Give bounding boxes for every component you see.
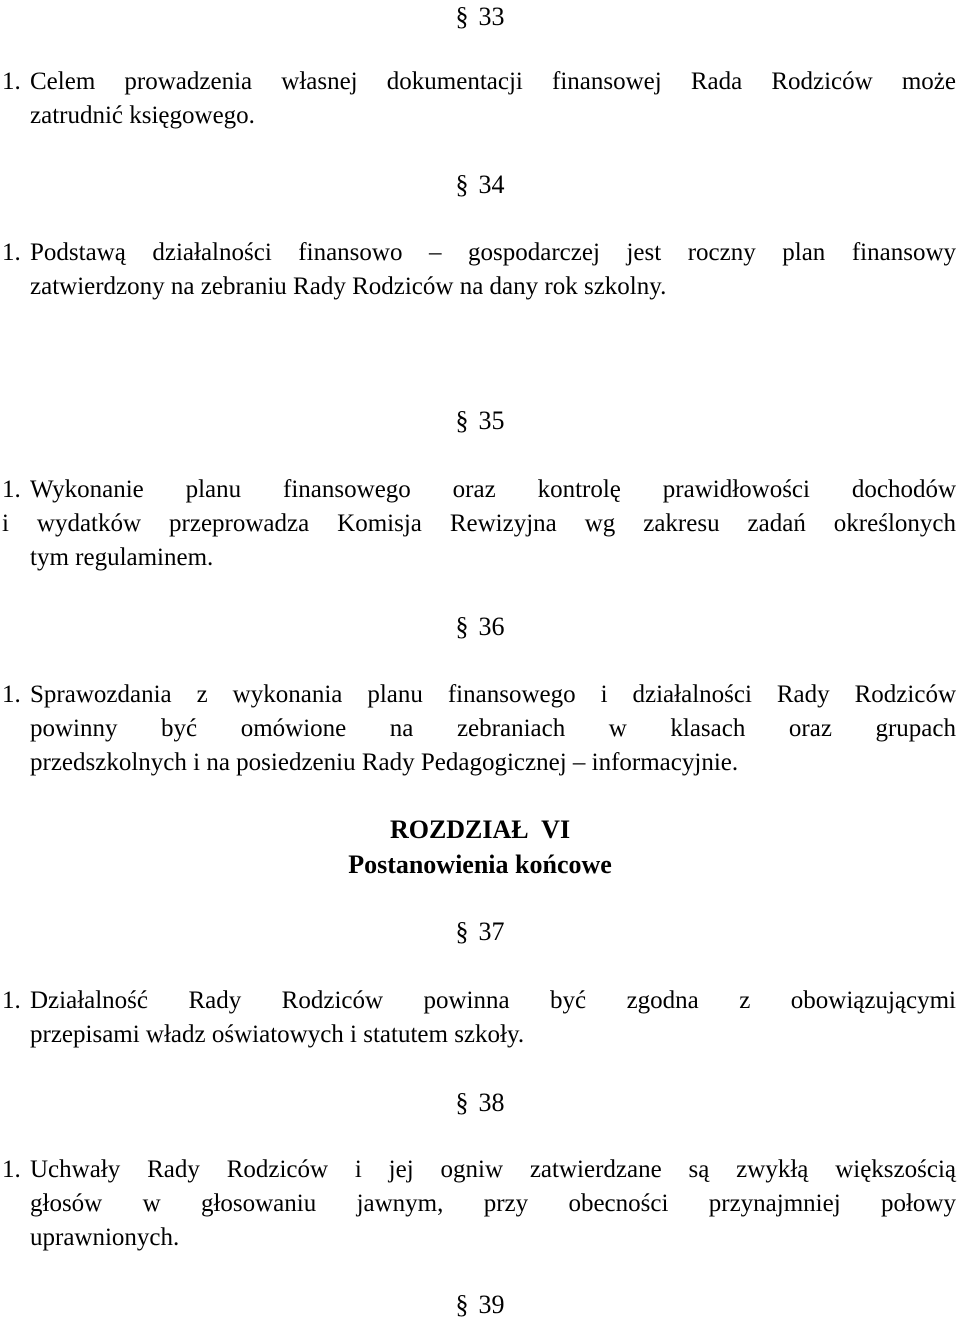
item-number: 1. bbox=[2, 68, 21, 95]
paragraph-line: przepisami władz oświatowych i statutem szkoły. bbox=[30, 1021, 525, 1048]
section-number: 34 bbox=[478, 170, 505, 199]
paragraph-line: Sprawozdania z wykonania planu finansowego i działalności Rady Rodziców bbox=[30, 681, 956, 708]
paragraph-line: Uchwały Rady Rodziców i jej ogniw zatwierdzane są zwykłą większością bbox=[30, 1156, 956, 1183]
paragraph-line: Celem prowadzenia własnej dokumentacji finansowej Rada Rodziców może bbox=[30, 68, 956, 95]
section-number: 39 bbox=[478, 1290, 505, 1319]
item-number: 1. bbox=[2, 987, 21, 1014]
paragraph-line: Podstawą działalności finansowo – gospodarczej jest roczny plan finansowy bbox=[30, 239, 956, 266]
section-symbol: § bbox=[455, 612, 469, 641]
paragraph-line: głosów w głosowaniu jawnym, przy obecności przynajmniej połowy bbox=[30, 1190, 956, 1217]
section-heading-35 bbox=[0, 406, 960, 436]
paragraph-line: zatwierdzony na zebraniu Rady Rodziców na dany rok szkolny. bbox=[30, 273, 667, 300]
paragraph-line: powinny być omówione na zebraniach w klasach oraz grupach bbox=[30, 715, 956, 742]
section-heading-36 bbox=[0, 612, 960, 642]
paragraph-line: Wykonanie planu finansowego oraz kontrolę prawidłowości dochodów bbox=[30, 476, 956, 503]
section-heading-33 bbox=[0, 2, 960, 32]
paragraph-line: przedszkolnych i na posiedzeniu Rady Pedagogicznej – informacyjnie. bbox=[30, 749, 739, 776]
item-number: 1. bbox=[2, 476, 21, 503]
section-symbol: § bbox=[455, 1290, 469, 1319]
section-number: 37 bbox=[478, 917, 505, 946]
paragraph-line: i wydatków przeprowadza Komisja Rewizyjna wg zakresu zadań określonych bbox=[2, 510, 956, 537]
section-symbol: § bbox=[455, 1088, 469, 1117]
chapter-title: ROZDZIAŁ VI bbox=[389, 815, 571, 844]
section-symbol: § bbox=[455, 406, 469, 435]
section-number: 35 bbox=[478, 406, 505, 435]
paragraph-line: zatrudnić księgowego. bbox=[30, 102, 255, 129]
section-symbol: § bbox=[455, 170, 469, 199]
section-symbol: § bbox=[455, 917, 469, 946]
section-symbol: § bbox=[455, 2, 469, 31]
section-heading-39 bbox=[0, 1290, 960, 1320]
item-number: 1. bbox=[2, 681, 21, 708]
paragraph-line: tym regulaminem. bbox=[30, 544, 214, 571]
section-heading-34 bbox=[0, 170, 960, 200]
paragraph-line: uprawnionych. bbox=[30, 1224, 180, 1251]
section-number: 33 bbox=[478, 2, 505, 31]
section-number: 36 bbox=[478, 612, 505, 641]
item-number: 1. bbox=[2, 239, 21, 266]
section-heading-38 bbox=[0, 1088, 960, 1118]
paragraph-line: Działalność Rady Rodziców powinna być zgodna z obowiązującymi bbox=[30, 987, 956, 1014]
item-number: 1. bbox=[2, 1156, 21, 1183]
section-number: 38 bbox=[478, 1088, 505, 1117]
chapter-subtitle: Postanowienia końcowe bbox=[348, 850, 612, 879]
section-heading-37 bbox=[0, 917, 960, 947]
